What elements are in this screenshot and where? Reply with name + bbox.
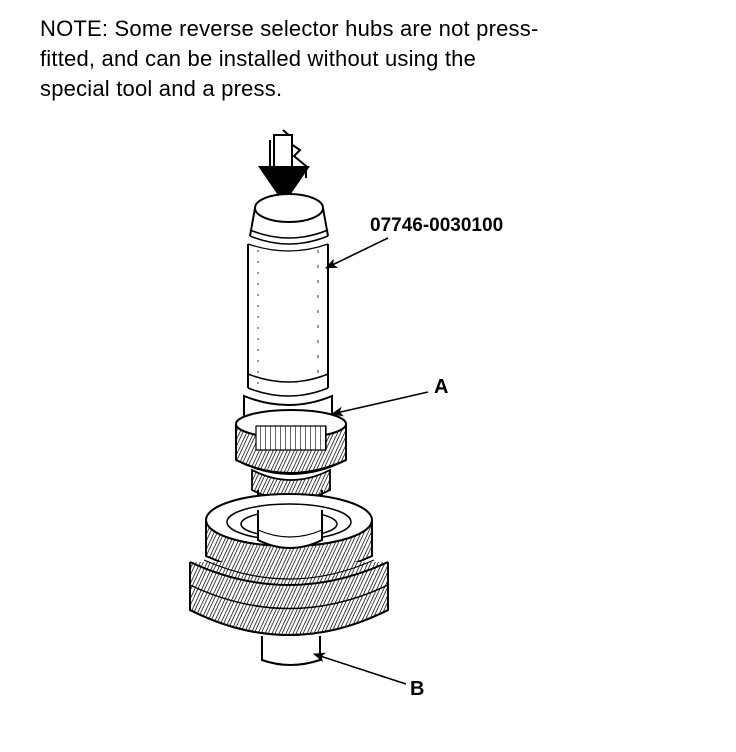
down-arrow-icon [258,130,310,204]
special-tool [244,194,332,427]
lower-gear [190,560,388,635]
note-line-2: fitted, and can be installed without using the [40,46,477,71]
callout-a: A [434,376,449,398]
b-leader-line [314,654,406,684]
note-line-1: NOTE: Some reverse selector hubs are not press- [40,16,539,41]
tool-leader-line [326,238,388,268]
note-line-3: special tool and a press. [40,76,283,101]
a-leader-line [332,392,428,414]
upper-gear [236,410,346,500]
callout-b: B [410,678,425,700]
shaft-end [262,636,320,665]
tool-number-label: 07746-0030100 [370,215,504,236]
